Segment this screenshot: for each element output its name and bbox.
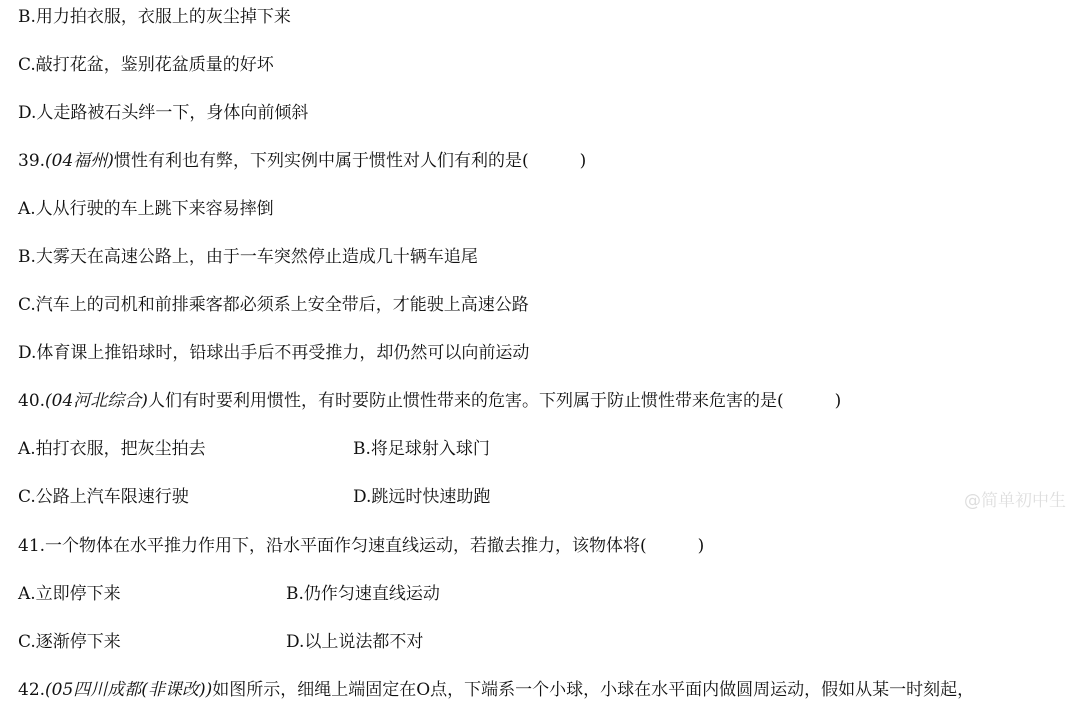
- q38-option-d: D.人走路被石头绊一下，身体向前倾斜: [18, 103, 309, 123]
- q40-number: 40.: [18, 391, 46, 411]
- q39-stem-text: 惯性有利也有弊，下列实例中属于惯性对人们有利的是( ): [113, 151, 587, 171]
- q39-option-c: C.汽车上的司机和前排乘客都必须系上安全带后，才能驶上高速公路: [18, 295, 529, 315]
- q39-source: (04福州): [45, 151, 114, 171]
- watermark: @简单初中生: [964, 491, 1066, 511]
- q38-option-c: C.敲打花盆，鉴别花盆质量的好坏: [18, 55, 274, 75]
- q41-option-b: B.仍作匀速直线运动: [286, 584, 440, 604]
- q40-source: (04河北综合): [45, 391, 148, 411]
- q39-option-a: A.人从行驶的车上跳下来容易摔倒: [18, 199, 274, 219]
- q41-option-d: D.以上说法都不对: [286, 632, 424, 652]
- q39-stem: [18, 149, 586, 173]
- q41-option-c: C.逐渐停下来: [18, 632, 121, 652]
- q40-option-d: D.跳远时快速助跑: [353, 487, 491, 507]
- q40-option-a: A.拍打衣服，把灰尘拍去: [18, 439, 206, 459]
- q38-option-b: B.用力拍衣服，衣服上的灰尘掉下来: [18, 7, 291, 27]
- q40-option-c: C.公路上汽车限速行驶: [18, 487, 189, 507]
- q39-option-d: D.体育课上推铅球时，铅球出手后不再受推力，却仍然可以向前运动: [18, 343, 530, 363]
- q40-stem: [18, 389, 841, 413]
- q42-stem: [18, 678, 974, 702]
- q39-option-b: B.大雾天在高速公路上，由于一车突然停止造成几十辆车追尾: [18, 247, 478, 267]
- q40-option-b: B.将足球射入球门: [353, 439, 490, 459]
- q41-stem: 41.一个物体在水平推力作用下，沿水平面作匀速直线运动，若撤去推力，该物体将( ): [18, 536, 705, 556]
- q40-stem-text: 人们有时要利用惯性，有时要防止惯性带来的危害。下列属于防止惯性带来危害的是( ): [147, 391, 842, 411]
- q42-number: 42.: [18, 680, 46, 700]
- q42-stem-text: 如图所示，细绳上端固定在O点，下端系一个小球，小球在水平面内做圆周运动，假如从某一时刻起，: [212, 680, 975, 700]
- q41-option-a: A.立即停下来: [18, 584, 121, 604]
- q42-source: (05四川成都(非课改)): [45, 680, 213, 700]
- q39-number: 39.: [18, 151, 46, 171]
